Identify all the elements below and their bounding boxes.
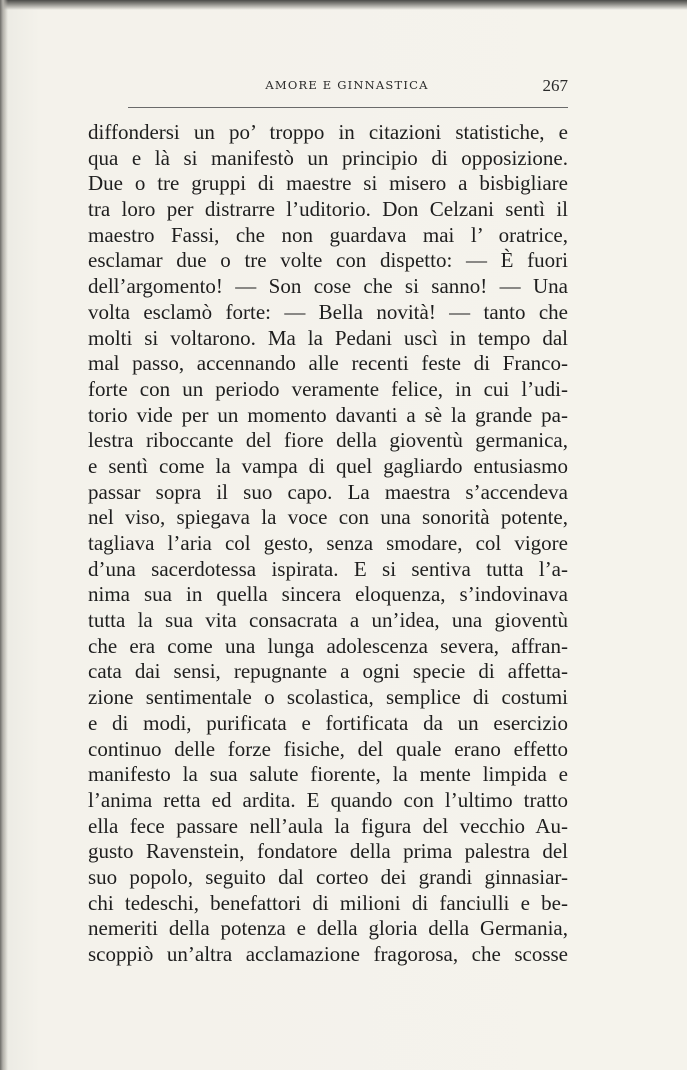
text-line: nima sua in quella sincera eloquenza, s’indovinava <box>88 582 568 607</box>
page-top-shadow <box>0 0 687 10</box>
text-line: nemeriti della potenza e della gloria della Germania, <box>88 916 568 941</box>
text-line: e di modi, purificata e fortificata da un esercizio <box>88 710 568 735</box>
text-line: passar sopra il suo capo. La maestra s’accendeva <box>88 479 568 504</box>
text-line: gusto Ravenstein, fondatore della prima palestra del <box>88 839 568 864</box>
page-header <box>126 76 568 98</box>
text-line: tutta la sua vita consacrata a un’idea, una gioventù <box>88 608 568 633</box>
page-binding-edge <box>0 0 8 1070</box>
text-line: torio vide per un momento davanti a sè la grande pa- <box>88 402 568 427</box>
text-line: tra loro per distrarre l’uditorio. Don Celzani sentì il <box>88 197 568 222</box>
text-line: scoppiò un’altra acclamazione fragorosa, che scosse <box>88 942 568 966</box>
text-line: mal passo, accennando alle recenti feste di Franco- <box>88 351 568 376</box>
text-line: continuo delle forze fisiche, del quale erano effetto <box>88 736 568 761</box>
text-line: e sentì come la vampa di quel gagliardo entusiasmo <box>88 453 568 478</box>
text-line: forte con un periodo veramente felice, in cui l’udi- <box>88 376 568 401</box>
text-line: diffondersi un po’ troppo in citazioni statistiche, e <box>88 120 568 144</box>
text-line: l’anima retta ed ardita. E quando con l’ultimo tratto <box>88 787 568 812</box>
text-line: dell’argomento! — Son cose che si sanno! — Una <box>88 274 568 299</box>
text-line: molti si voltarono. Ma la Pedani uscì in tempo dal <box>88 325 568 350</box>
running-title: AMORE E GINNASTICA <box>265 78 429 92</box>
text-line: cata dai sensi, repugnante a ogni specie di affetta- <box>88 659 568 684</box>
text-line: suo popolo, seguito dal corteo dei grandi ginnasiar- <box>88 864 568 889</box>
text-line: qua e là si manifestò un principio di opposizione. <box>88 145 568 170</box>
text-line: che era come una lunga adolescenza severa, affran- <box>88 633 568 658</box>
text-line: manifesto la sua salute fiorente, la mente limpida e <box>88 762 568 787</box>
text-line: ella fece passare nell’aula la figura del vecchio Au- <box>88 813 568 838</box>
header-rule <box>128 107 568 108</box>
text-line: chi tedeschi, benefattori di milioni di fanciulli e be- <box>88 890 568 915</box>
text-line: nel viso, spiegava la voce con una sonorità potente, <box>88 505 568 530</box>
text-line: volta esclamò forte: — Bella novità! — tanto che <box>88 299 568 324</box>
text-line: d’una sacerdotessa ispirata. E si sentiva tutta l’a- <box>88 556 568 581</box>
page-number: 267 <box>542 76 568 95</box>
body-text <box>88 120 568 968</box>
text-line: maestro Fassi, che non guardava mai l’ oratrice, <box>88 222 568 247</box>
text-line: tagliava l’aria col gesto, senza smodare, col vigore <box>88 531 568 555</box>
text-line: zione sentimentale o scolastica, semplice di costumi <box>88 685 568 710</box>
text-line: lestra riboccante del fiore della gioventù germanica, <box>88 428 568 453</box>
text-line: esclamar due o tre volte con dispetto: — È fuori <box>88 248 568 273</box>
text-line: Due o tre gruppi di maestre si misero a bisbigliare <box>88 171 568 196</box>
